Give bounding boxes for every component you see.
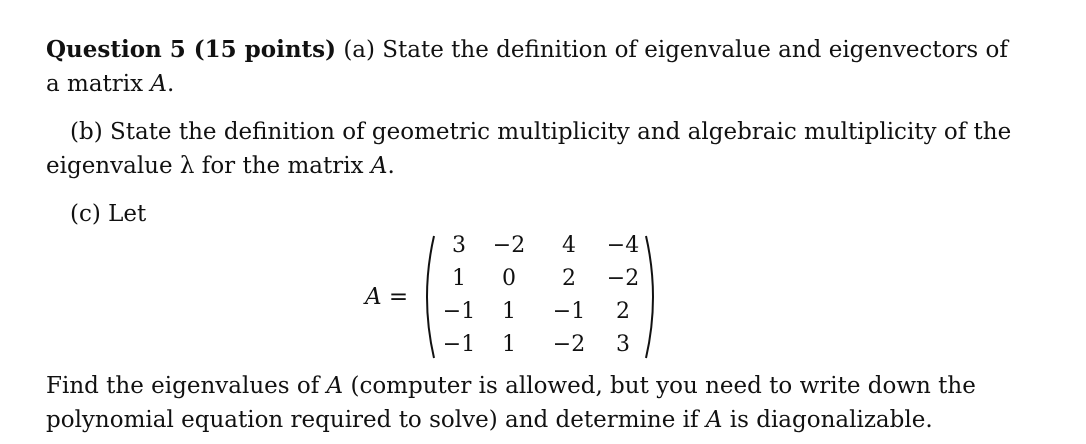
matrix-entry: 1 — [502, 299, 516, 324]
equation-lhs — [365, 283, 408, 311]
matrix-name: A — [365, 284, 382, 310]
matrix-entry: 1 — [452, 266, 466, 291]
matrix-entry: −2 — [552, 332, 586, 357]
matrix-variable: A — [370, 153, 388, 179]
matrix-entry: −1 — [552, 299, 586, 324]
question-heading: Question 5 (15 points) — [46, 36, 337, 63]
matrix-entry: −4 — [606, 233, 640, 258]
matrix-entry: 2 — [562, 266, 576, 291]
task-text-2a: polynomial equation required to solve) and determine if — [46, 407, 706, 433]
part-a-text-2: a matrix — [46, 71, 151, 97]
part-a-text: (a) State the definition of eigenvalue and eigenvectors of — [336, 37, 1008, 63]
part-b-line-2 — [46, 152, 395, 180]
matrix-variable: A — [705, 407, 723, 433]
period: . — [387, 153, 395, 179]
matrix-entry: 0 — [502, 266, 516, 291]
matrix-entry: −1 — [442, 299, 476, 324]
task-text-1a: Find the eigenvalues of — [46, 373, 327, 399]
matrix-variable: A — [150, 71, 168, 97]
equals-sign: = — [381, 284, 409, 310]
matrix-entry: 1 — [502, 332, 516, 357]
matrix-entry: 3 — [452, 233, 466, 258]
matrix-a — [420, 232, 660, 362]
part-a-line-2 — [46, 70, 174, 98]
matrix-entry: 3 — [616, 332, 630, 357]
part-b-text-2: eigenvalue λ for the matrix — [46, 153, 371, 179]
task-text-1b: (computer is allowed, but you need to write down the — [343, 373, 976, 399]
left-paren — [427, 236, 434, 358]
part-b-line-1: (b) State the definition of geometric multiplicity and algebraic multiplicity of the — [70, 119, 1012, 145]
matrix-variable: A — [326, 373, 344, 399]
matrix-entry: −2 — [492, 233, 526, 258]
task-line-1 — [46, 372, 976, 400]
matrix-entry: 2 — [616, 299, 630, 324]
matrix-entry: 4 — [562, 233, 576, 258]
part-a-line-1 — [46, 36, 1008, 64]
task-line-2 — [46, 406, 933, 434]
period: . — [167, 71, 175, 97]
part-c-label: (c) Let — [70, 201, 147, 227]
matrix-entry: −2 — [606, 266, 640, 291]
matrix-entry: −1 — [442, 332, 476, 357]
task-text-2b: is diagonalizable. — [722, 407, 933, 433]
